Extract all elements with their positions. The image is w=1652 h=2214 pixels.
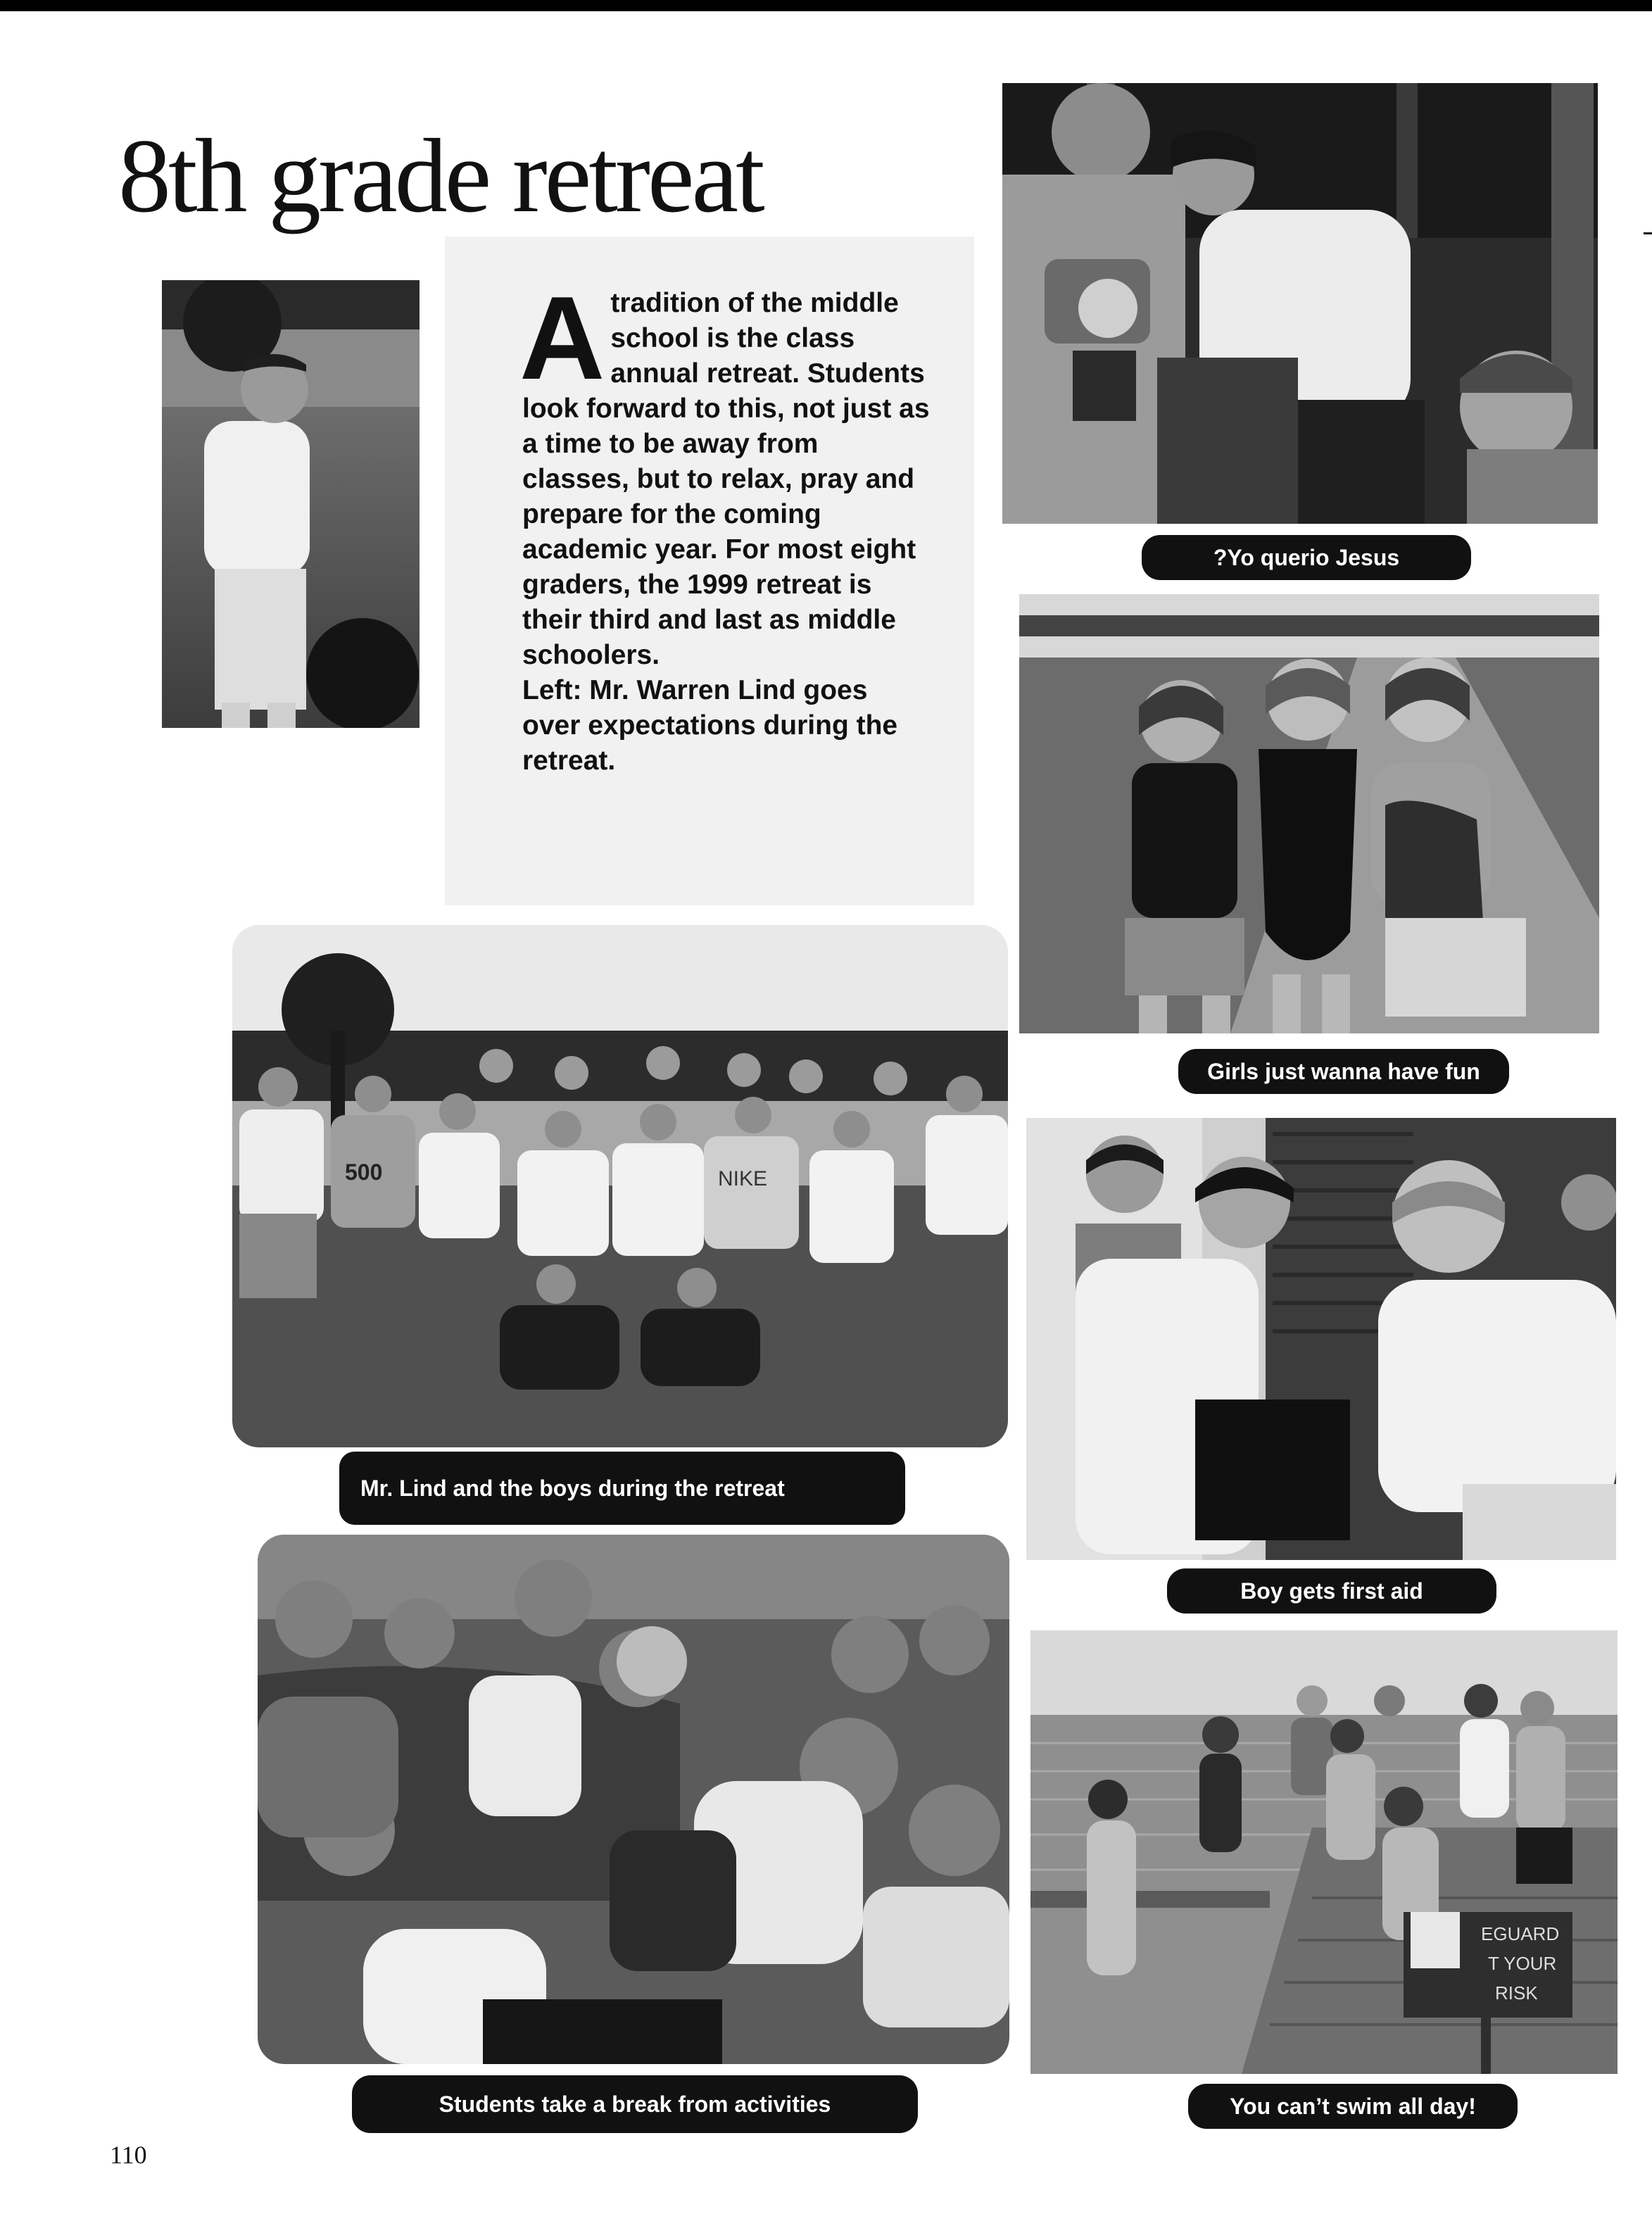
drop-cap: A — [519, 272, 605, 404]
top-border — [0, 0, 1652, 11]
photo-students-break — [258, 1535, 1009, 2064]
caption-first-aid: Boy gets first aid — [1167, 1568, 1496, 1614]
edge-mark — [1644, 232, 1652, 234]
photo-girls — [1019, 594, 1599, 1033]
shirt-500-text: 500 — [345, 1159, 383, 1185]
story-text — [519, 272, 931, 779]
photo-swim — [1030, 1630, 1618, 2074]
caption-lind-and-boys: Mr. Lind and the boys during the retreat — [339, 1452, 905, 1525]
photo-first-aid — [1026, 1118, 1616, 1560]
page-number: 110 — [110, 2141, 147, 2169]
page-title: 8th grade retreat — [118, 118, 762, 234]
caption-yo-querio: ?Yo querio Jesus — [1142, 535, 1471, 580]
story-body: tradition of the middle school is the class annual retreat. Students look forward to this, not just as a time to be away from classes, but to relax, pray and prepare for the coming academic year. For most eight graders, the 1999 retreat is their third and last as middle schoolers. — [522, 288, 930, 670]
caption-girls: Girls just wanna have fun — [1178, 1049, 1509, 1094]
photo-mr-lind — [162, 280, 420, 728]
sign-text-2: T YOUR — [1488, 1953, 1557, 1974]
shirt-nike-text: NIKE — [718, 1167, 768, 1190]
caption-swim: You can’t swim all day! — [1188, 2084, 1518, 2129]
sign-text-1: EGUARD — [1481, 1923, 1560, 1944]
caption-students-break: Students take a break from activities — [352, 2075, 918, 2133]
story-photo-note: Left: Mr. Warren Lind goes over expectations during the retreat. — [522, 675, 898, 776]
sign-text-3: RISK — [1495, 1982, 1538, 2004]
photo-yo-querio — [1002, 83, 1598, 524]
photo-lind-and-boys — [232, 925, 1008, 1447]
